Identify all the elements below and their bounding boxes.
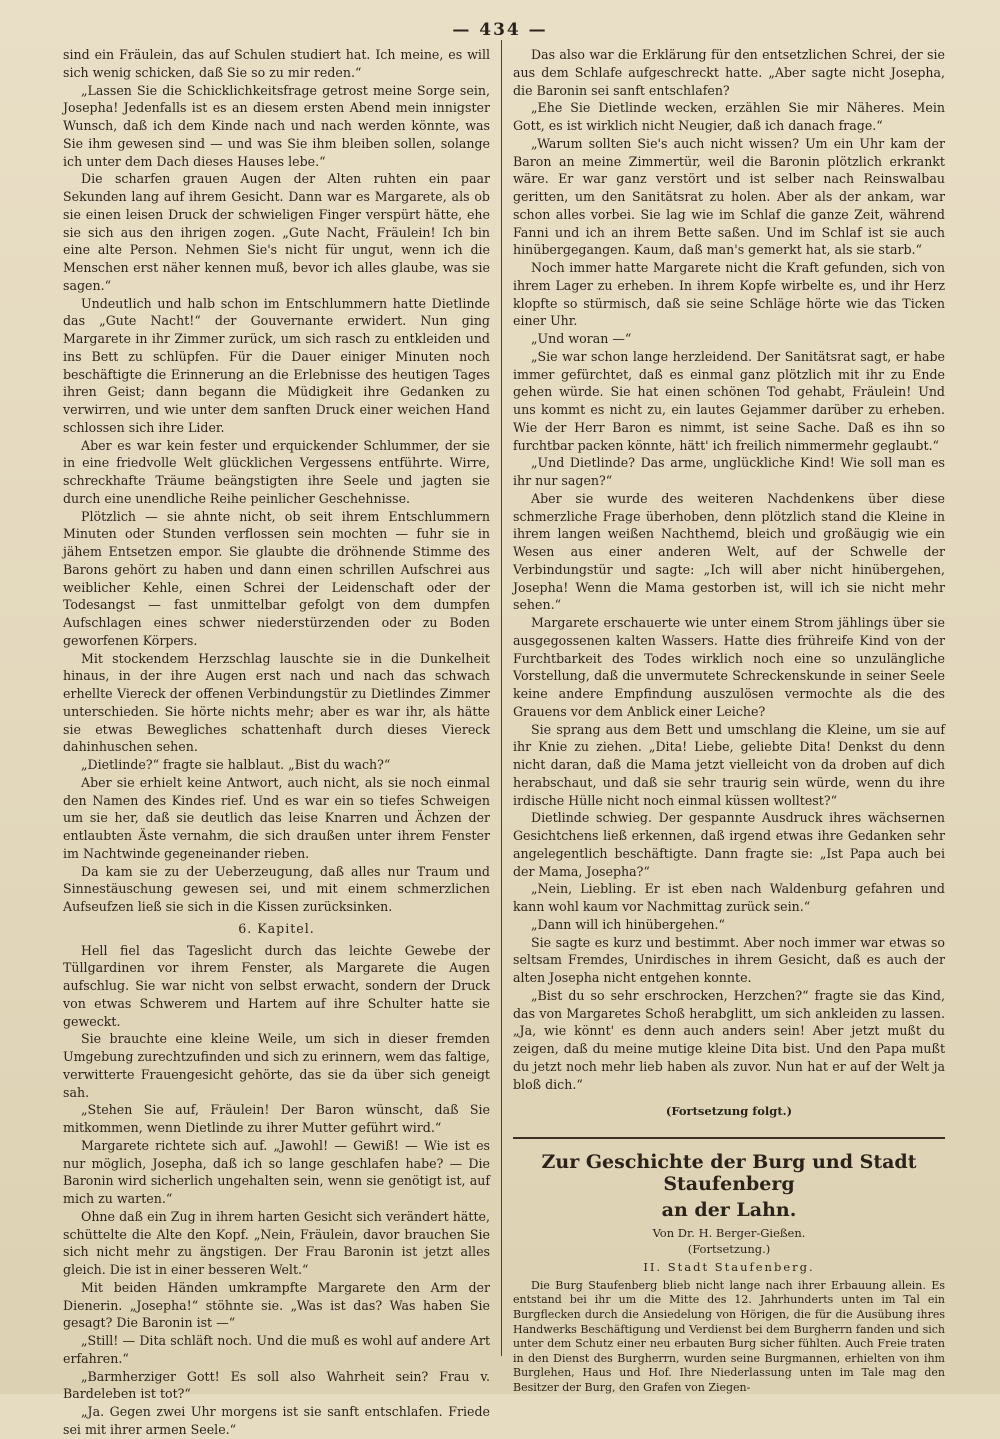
paragraph: „Dietlinde?“ fragte sie halblaut. „Bist du wach?“ — [81, 757, 391, 772]
paragraph: Plötzlich — sie ahnte nicht, ob seit ihrem Entschlummern Minuten oder Stunden verflossen sein mochten — fuhr sie in jähem Entsetzen empor. Sie glaubte die dröhnende Stimme des Barons gehört zu haben und dann einen schrillen Aufschrei aus weiblicher Kehle, einen Schrei der Leidenschaft oder der Todesangst — fast unmittelbar gefolgt von dem dumpfen Aufschlagen eines schwer niederstürzenden oder zu Boden geworfenen Körpers. — [63, 508, 490, 648]
paragraph: „Lassen Sie die Schicklichkeitsfrage getrost meine Sorge sein, Josepha! Jedenfalls ist es an diesem ersten Abend mein innigster Wunsch, daß ich dem Kinde nach und nach werden könnte, was Sie ihm gewesen sind — und was Sie ihm bleiben sollen, solange ich unter dem Dach dieses Hauses lebe.“ — [63, 82, 490, 169]
article-title-line2: an der Lahn. — [661, 1199, 797, 1221]
paragraph: „Dann will ich hinübergehen.“ — [531, 916, 725, 932]
paragraph: „Und woran —“ — [531, 331, 632, 346]
paragraph: Mit stockendem Herzschlag lauschte sie in die Dunkelheit hinaus, in der ihre Augen erst nach und nach das schwach erhellte Viereck der offenen Verbindungstür zu Dietlindes Zimmer unterschieden. Sie hörte nichts mehr; aber es war ihr, als hätte sie etwas Bewegliches schattenhaft durch dieses Viereck dahinhuschen sehen. — [63, 650, 490, 755]
paragraph: Mit beiden Händen umkrampfte Margarete den Arm der Dienerin. „Josepha!“ stöhnte sie. „Was ist das? Was haben Sie gesagt? Die Baronin ist —“ — [63, 1279, 490, 1331]
paragraph: Aber es war kein fester und erquickender Schlummer, der sie in eine friedvolle Welt glücklichen Vergessens entführte. Wirre, schreckhafte Träume beängstigten ihre Seele und jagten sie durch eine unendliche Reihe peinlicher Geschehnisse. — [63, 437, 490, 506]
paragraph: Aber sie wurde des weiteren Nachdenkens über diese schmerzliche Frage überhoben, denn plötzlich stand die Kleine in ihrem langen weißen Nachthemd, bleich und großäugig wie ein Wesen aus einer anderen Welt, auf der Schwelle der Verbindungstür und sagte: „Ich will aber nicht hinübergehen, Josepha! Wenn die Mama gestorben ist, will ich sie nicht mehr sehen.“ — [513, 490, 945, 613]
paragraph: „Barmherziger Gott! Es soll also Wahrheit sein? Frau v. Bardeleben ist tot?“ — [63, 1368, 490, 1402]
paragraph: „Still! — Dita schläft noch. Und die muß es wohl auf andere Art erfahren.“ — [63, 1333, 490, 1366]
section-heading: II. Stadt Staufenberg. — [643, 1260, 815, 1274]
paragraph: „Bist du so sehr erschrocken, Herzchen?“ fragte sie das Kind, das von Margaretes Schoß herabglitt, um sich ankleiden zu lassen. „Ja, wie könnt' es denn auch anders sein! Aber jetzt mußt du zeigen, daß du meine mutige kleine Dita bist. Und den Papa mußt du jetzt noch mehr lieb haben als zuvor. Nun hat er auf der Welt ja bloß dich.“ — [513, 987, 945, 1092]
paragraph: Undeutlich und halb schon im Entschlummern hatte Dietlinde das „Gute Nacht!“ der Gouvernante erwidert. Nun ging Margarete in ihr Zimmer zurück, um sich rasch zu entkleiden und ins Bett zu schlüpfen. Für die Dauer einiger Minuten noch beschäftigte die Erinnerung an die Erlebnisse des heutigen Tages ihren Geist; dann begann die Müdigkeit ihre Gedanken zu verwirren, und wie unter dem sanften Druck einer weichen Hand schlossen sich ihre Lider. — [63, 295, 490, 435]
paragraph: Dietlinde schwieg. Der gespannte Ausdruck ihres wächsernen Gesichtchens ließ erkennen, daß irgend etwas ihre Gedanken sehr angelegentlich beschäftigte. Dann fragte sie: „Ist Papa auch bei der Mama, Josepha?“ — [513, 810, 945, 879]
paragraph: Sie brauchte eine kleine Weile, um sich in dieser fremden Umgebung zurechtzufinden und sich zu erinnern, wem das faltige, verwitterte Frauengesicht gehörte, das sie da über sich geneigt sah. — [63, 1031, 490, 1100]
paragraph: „Ja. Gegen zwei Uhr morgens ist sie sanft entschlafen. Friede sei mit ihrer armen Seele.“ — [63, 1404, 490, 1437]
article-separator — [513, 1137, 945, 1139]
column-divider — [501, 40, 502, 1356]
paragraph: Margarete richtete sich auf. „Jawohl! — Gewiß! — Wie ist es nur möglich, Josepha, daß ich so lange geschlafen habe? — Die Baronin wird sicherlich ungehalten sein, wenn sie genötigt ist, auf mich zu warten.“ — [63, 1137, 490, 1206]
paragraph: „Nein, Liebling. Er ist eben nach Waldenburg gefahren und kann wohl kaum vor Nachmittag zurück sein.“ — [513, 881, 945, 914]
paragraph: „Stehen Sie auf, Fräulein! Der Baron wünscht, daß Sie mitkommen, wenn Dietlinde zu ihrer Mutter geführt wird.“ — [63, 1102, 490, 1135]
paragraph: „Sie war schon lange herzleidend. Der Sanitätsrat sagt, er habe immer gefürchtet, daß es einmal ganz plötzlich mit ihr zu Ende gehen würde. Sie hat einen schönen Tod gehabt, Fräulein! Und uns kommt es nicht zu, ein lautes Gejammer darüber zu erheben. Wie der Herr Baron es nimmt, ist seine Sache. Daß es ihn so furchtbar packen könnte, hätt' ich freilich nimmermehr geglaubt.“ — [513, 348, 945, 453]
article-byline: Von Dr. H. Berger-Gießen. — [652, 1226, 806, 1240]
chapter-heading: 6. Kapitel. — [238, 920, 315, 936]
paragraph: Hell fiel das Tageslicht durch das leichte Gewebe der Tüllgardinen vor ihrem Fenster, als Margarete die Augen aufschlug. Sie war nicht von selbst erwacht, sondern der Druck von etwas Schwerem und Hartem auf ihre Schulter hatte sie geweckt. — [63, 942, 490, 1029]
paragraph: sind ein Fräulein, das auf Schulen studiert hat. Ich meine, es will sich wenig schicken, daß Sie so zu mir reden.“ — [63, 47, 490, 80]
paragraph: Sie sprang aus dem Bett und umschlang die Kleine, um sie auf ihr Knie zu ziehen. „Dita! Liebe, geliebte Dita! Denkst du denn nicht daran, daß die Mama jetzt vielleicht von da droben auf dich herabschaut, und daß sie sehr traurig sein würde, wenn du ihre irdische Hülle nicht noch einmal küssen wolltest?“ — [513, 721, 945, 808]
article-paragraph: Die Burg Staufenberg blieb nicht lange nach ihrer Erbauung allein. Es entstand bei ihr um die Mitte des 12. Jahrhunderts unten im Tal ein Burgflecken durch die Ansiedelung von Hörigen, die für die Ausübung ihres Handwerks Beschäftigung und Verdienst bei dem Burgherrn fanden und sich unter dem Schutz einer neu erbauten Burg sicher fühlten. Auch Freie traten in den Dienst des Burgherrn, wurden seine Burgmannen, erhielten von ihm Burglehen, Haus und Hof. Ihre Niederlassung unten im Tale mag den Besitzer der Burg, den Grafen von Ziegen- — [513, 1278, 945, 1394]
continuation-note: (Fortsetzung folgt.) — [665, 1104, 793, 1119]
paragraph: Aber sie erhielt keine Antwort, auch nicht, als sie noch einmal den Namen des Kindes rief. Und es war ein so tiefes Schweigen um sie her, daß sie deutlich das leise Knarren und Ächzen der entlaubten Äste vernahm, die sich draußen unter ihrem Fenster im Nachtwinde gegeneinander rieben. — [63, 774, 490, 861]
left-column — [63, 46, 490, 1439]
paragraph: „Und Dietlinde? Das arme, unglückliche Kind! Wie soll man es ihr nur sagen?“ — [513, 455, 945, 488]
article-title: Zur Geschichte der Burg und Stadt Staufenberg — [541, 1151, 917, 1195]
article-continuation: (Fortsetzung.) — [687, 1242, 771, 1256]
page-number: — 434 — — [452, 20, 548, 40]
paragraph: Die scharfen grauen Augen der Alten ruhten ein paar Sekunden lang auf ihrem Gesicht. Dann war es Margarete, als ob sie einen leisen Druck der schwieligen Finger verspürt hätte, ehe sie sich aus den ihrigen zogen. „Gute Nacht, Fräulein! Ich bin eine alte Person. Nehmen Sie's nicht für ungut, wenn ich die Menschen erst näher kennen muß, bevor ich alles glaube, was sie sagen.“ — [63, 171, 490, 293]
paragraph: Das also war die Erklärung für den entsetzlichen Schrei, der sie aus dem Schlafe aufgeschreckt hatte. „Aber sagte nicht Josepha, die Baronin sei sanft entschlafen? — [513, 47, 945, 98]
paragraph: „Warum sollten Sie's auch nicht wissen? Um ein Uhr kam der Baron an meine Zimmertür, weil die Baronin plötzlich erkrankt wäre. Er war ganz verstört und ist selber nach Reinswalbau geritten, um den Sanitätsrat zu holen. Aber als der ankam, war schon alles vorbei. Sie lag wie im Schlaf die ganze Zeit, während Fanni und ich an ihrem Bette saßen. Und im Schlaf ist sie auch hinübergegangen. Kaum, daß man's gemerkt hat, als sie starb.“ — [513, 135, 945, 258]
paragraph: Noch immer hatte Margarete nicht die Kraft gefunden, sich von ihrem Lager zu erheben. In ihrem Kopfe wirbelte es, und ihr Herz klopfte so stürmisch, daß sie seine Schläge hörte wie das Ticken einer Uhr. — [513, 260, 945, 329]
paragraph: Margarete erschauerte wie unter einem Strom jählings über sie ausgegossenen kalten Wassers. Hatte dies frühreife Kind von der Furchtbarkeit des Todes wirklich noch eine so unzulängliche Vorstellung, daß die unvermutete Schreckenskunde in seiner Seele keine andere Empfindung auszulösen vermochte als die des Grauens vor dem Anblick einer Leiche? — [513, 615, 945, 719]
paragraph: Sie sagte es kurz und bestimmt. Aber noch immer war etwas so seltsam Fremdes, Unirdisches in ihrem Gesicht, daß es auch der alten Josepha nicht entgehen konnte. — [513, 934, 945, 985]
paragraph: Da kam sie zu der Ueberzeugung, daß alles nur Traum und Sinnestäuschung gewesen sei, und mit einem schmerzlichen Aufseufzen ließ sie sich in die Kissen zurücksinken. — [63, 863, 490, 914]
paragraph: „Ehe Sie Dietlinde wecken, erzählen Sie mir Näheres. Mein Gott, es ist wirklich nicht Neugier, daß ich danach frage.“ — [513, 100, 945, 133]
right-column — [513, 46, 945, 1396]
paragraph: Ohne daß ein Zug in ihrem harten Gesicht sich verändert hätte, schüttelte die Alte den Kopf. „Nein, Fräulein, davor brauchen Sie sich nicht mehr zu ängstigen. Der Frau Baronin ist jetzt alles gleich. Die ist in einer besseren Welt.“ — [63, 1208, 490, 1277]
